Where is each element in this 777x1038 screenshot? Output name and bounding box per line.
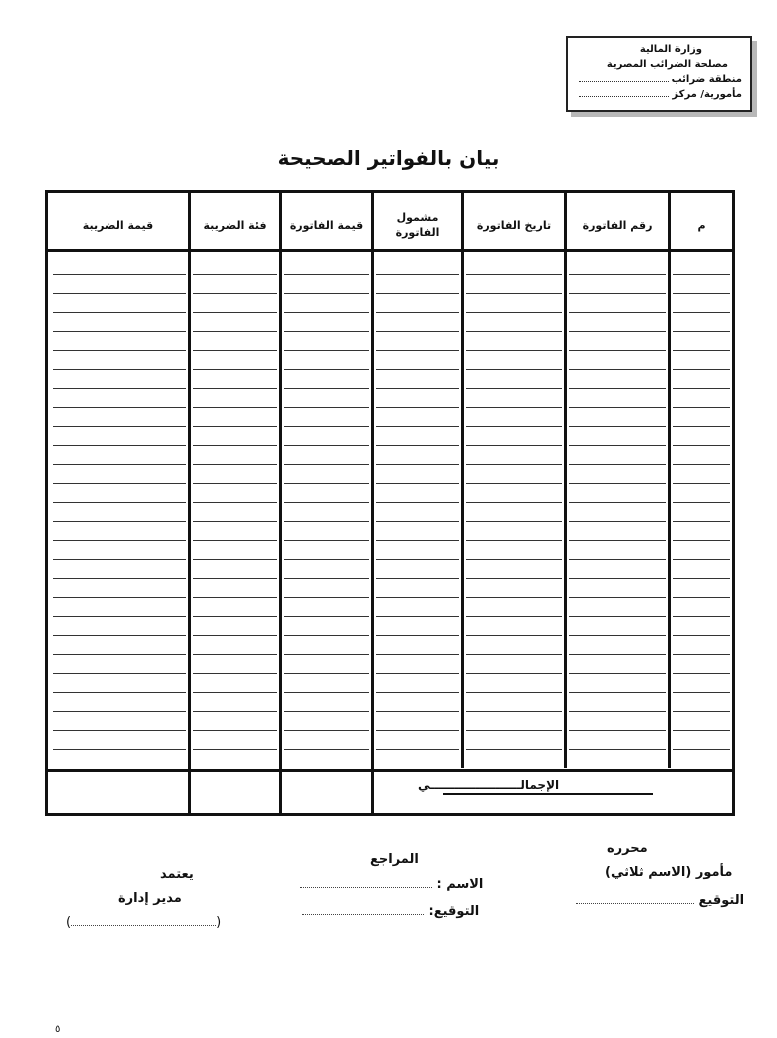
approver-role-label: مدير إدارة xyxy=(118,891,182,906)
editor-name-label: مأمور (الاسم ثلاثي) xyxy=(605,865,733,880)
row-rule xyxy=(53,502,186,503)
row-rule xyxy=(284,369,369,370)
row-rule xyxy=(673,635,730,636)
office-dotted-line[interactable] xyxy=(579,88,669,97)
row-rule xyxy=(284,540,369,541)
row-rule xyxy=(53,464,186,465)
row-rule xyxy=(53,540,186,541)
editor-signature-line[interactable] xyxy=(576,893,694,904)
row-rule xyxy=(569,483,666,484)
row-rule xyxy=(569,426,666,427)
header-box xyxy=(566,36,752,112)
row-rule xyxy=(569,749,666,750)
row-rule xyxy=(569,312,666,313)
row-rule xyxy=(193,559,277,560)
row-rule xyxy=(376,730,459,731)
row-rule xyxy=(569,711,666,712)
approver-open-paren: ( xyxy=(66,915,72,930)
row-rule xyxy=(284,331,369,332)
row-rule xyxy=(569,540,666,541)
row-rule xyxy=(673,369,730,370)
row-rule xyxy=(673,464,730,465)
row-rule xyxy=(673,502,730,503)
row-rule xyxy=(193,388,277,389)
row-rule xyxy=(466,578,562,579)
tax-region-dotted-line[interactable] xyxy=(579,73,669,82)
row-rule xyxy=(193,331,277,332)
row-rule xyxy=(569,692,666,693)
approver-signature-field xyxy=(66,915,221,930)
row-rule xyxy=(284,597,369,598)
row-rule xyxy=(53,369,186,370)
row-rule xyxy=(673,350,730,351)
row-rule xyxy=(569,293,666,294)
page-number: ٥ xyxy=(55,1024,61,1035)
row-rule xyxy=(376,483,459,484)
row-rule xyxy=(193,407,277,408)
row-rule xyxy=(466,540,562,541)
row-rule xyxy=(376,654,459,655)
row-rule xyxy=(569,331,666,332)
row-rule xyxy=(569,369,666,370)
row-rule xyxy=(466,483,562,484)
row-rule xyxy=(376,616,459,617)
row-rule xyxy=(673,312,730,313)
row-rule xyxy=(193,521,277,522)
row-rule xyxy=(53,559,186,560)
office-label: مأمورية/ مركز xyxy=(672,89,742,100)
column-divider xyxy=(668,193,671,768)
row-rule xyxy=(193,673,277,674)
row-rule xyxy=(673,749,730,750)
row-rule xyxy=(466,274,562,275)
row-rule xyxy=(284,635,369,636)
column-divider xyxy=(188,193,191,813)
row-rule xyxy=(284,483,369,484)
row-rule xyxy=(569,578,666,579)
total-row-separator xyxy=(48,769,732,772)
row-rule xyxy=(193,369,277,370)
row-rule xyxy=(193,350,277,351)
row-rule xyxy=(53,274,186,275)
row-rule xyxy=(193,616,277,617)
reviewer-name-line[interactable] xyxy=(300,877,432,888)
row-rule xyxy=(284,388,369,389)
row-rule xyxy=(376,445,459,446)
row-rule xyxy=(376,426,459,427)
row-rule xyxy=(53,597,186,598)
row-rule xyxy=(466,369,562,370)
row-rule xyxy=(569,616,666,617)
row-rule xyxy=(284,578,369,579)
row-rule xyxy=(466,521,562,522)
row-rule xyxy=(284,616,369,617)
row-rule xyxy=(466,388,562,389)
row-rule xyxy=(284,293,369,294)
row-rule xyxy=(466,559,562,560)
row-rule xyxy=(284,350,369,351)
row-rule xyxy=(284,521,369,522)
row-rule xyxy=(673,483,730,484)
row-rule xyxy=(376,673,459,674)
col-header-invoice-date: تاريخ الفاتورة xyxy=(476,218,552,232)
row-rule xyxy=(284,654,369,655)
row-rule xyxy=(466,730,562,731)
column-divider xyxy=(461,193,464,768)
row-rule xyxy=(53,711,186,712)
row-rule xyxy=(193,274,277,275)
row-rule xyxy=(376,293,459,294)
row-rule xyxy=(466,673,562,674)
reviewer-signature-field xyxy=(302,904,479,919)
row-rule xyxy=(284,407,369,408)
row-rule xyxy=(569,635,666,636)
row-rule xyxy=(376,331,459,332)
ministry-name: وزارة المالية xyxy=(639,44,702,55)
row-rule xyxy=(193,578,277,579)
row-rule xyxy=(284,673,369,674)
row-rule xyxy=(466,502,562,503)
row-rule xyxy=(569,597,666,598)
row-rule xyxy=(673,654,730,655)
reviewer-name-field xyxy=(300,877,483,892)
row-rule xyxy=(569,464,666,465)
row-rule xyxy=(673,540,730,541)
editor-signature-field xyxy=(576,893,744,908)
row-rule xyxy=(193,597,277,598)
row-rule xyxy=(193,692,277,693)
column-divider xyxy=(564,193,567,768)
row-rule xyxy=(466,464,562,465)
row-rule xyxy=(376,711,459,712)
row-rule xyxy=(673,673,730,674)
col-header-tax-rate: فئة الضريبة xyxy=(203,218,267,232)
row-rule xyxy=(569,521,666,522)
row-rule xyxy=(53,521,186,522)
total-label: الإجمالــــــــــــــــــــــي xyxy=(418,778,560,792)
row-rule xyxy=(376,312,459,313)
column-divider xyxy=(279,193,282,813)
row-rule xyxy=(284,730,369,731)
row-rule xyxy=(53,350,186,351)
row-rule xyxy=(376,635,459,636)
office-field xyxy=(574,87,742,102)
row-rule xyxy=(466,692,562,693)
page-title: بيان بالفواتير الصحيحة xyxy=(277,146,500,170)
col-header-invoice-value: قيمة الفاتورة xyxy=(289,218,364,232)
row-rule xyxy=(53,692,186,693)
tax-region-label: منطقة ضرائب xyxy=(671,74,742,85)
row-rule xyxy=(376,521,459,522)
row-rule xyxy=(569,445,666,446)
row-rule xyxy=(466,616,562,617)
row-rule xyxy=(376,388,459,389)
row-rule xyxy=(53,635,186,636)
row-rule xyxy=(376,464,459,465)
row-rule xyxy=(673,293,730,294)
col-header-invoice-contents: مشمول الفاتورة xyxy=(395,211,440,239)
row-rule xyxy=(284,464,369,465)
row-rule xyxy=(376,369,459,370)
reviewer-title: المراجع xyxy=(370,852,419,867)
row-rule xyxy=(569,673,666,674)
row-rule xyxy=(466,445,562,446)
row-rule xyxy=(466,749,562,750)
row-rule xyxy=(673,559,730,560)
row-rule xyxy=(284,274,369,275)
row-rule xyxy=(673,730,730,731)
row-rule xyxy=(466,635,562,636)
row-rule xyxy=(193,293,277,294)
row-rule xyxy=(466,597,562,598)
row-rule xyxy=(53,578,186,579)
row-rule xyxy=(466,331,562,332)
row-rule xyxy=(376,692,459,693)
row-rule xyxy=(569,730,666,731)
row-rule xyxy=(376,502,459,503)
row-rule xyxy=(193,464,277,465)
row-rule xyxy=(466,426,562,427)
row-rule xyxy=(376,407,459,408)
row-rule xyxy=(376,274,459,275)
editor-signature-label: التوقيع xyxy=(698,893,745,908)
col-header-serial: م xyxy=(697,218,706,232)
row-rule xyxy=(673,331,730,332)
row-rule xyxy=(673,426,730,427)
row-rule xyxy=(569,274,666,275)
row-rule xyxy=(284,711,369,712)
reviewer-signature-line[interactable] xyxy=(302,904,424,915)
row-rule xyxy=(193,749,277,750)
row-rule xyxy=(193,540,277,541)
editor-title: محرره xyxy=(607,841,648,856)
invoice-table xyxy=(45,190,735,816)
row-rule xyxy=(569,654,666,655)
row-rule xyxy=(466,654,562,655)
row-rule xyxy=(53,426,186,427)
row-rule xyxy=(193,426,277,427)
approver-close-paren: ) xyxy=(216,915,222,930)
row-rule xyxy=(466,407,562,408)
row-rule xyxy=(53,388,186,389)
row-rule xyxy=(53,730,186,731)
row-rule xyxy=(673,711,730,712)
column-divider xyxy=(371,193,374,813)
row-rule xyxy=(376,540,459,541)
row-rule xyxy=(53,616,186,617)
row-rule xyxy=(376,597,459,598)
col-header-invoice-number: رقم الفاتورة xyxy=(582,218,653,232)
row-rule xyxy=(376,559,459,560)
row-rule xyxy=(53,445,186,446)
row-rule xyxy=(53,673,186,674)
tax-region-field xyxy=(574,72,742,87)
row-rule xyxy=(673,274,730,275)
row-rule xyxy=(284,502,369,503)
row-rule xyxy=(53,749,186,750)
row-rule xyxy=(673,521,730,522)
row-rule xyxy=(376,749,459,750)
row-rule xyxy=(193,312,277,313)
row-rule xyxy=(284,749,369,750)
row-rule xyxy=(53,293,186,294)
row-rule xyxy=(376,350,459,351)
row-rule xyxy=(53,407,186,408)
row-rule xyxy=(193,711,277,712)
row-rule xyxy=(673,616,730,617)
row-rule xyxy=(466,293,562,294)
row-rule xyxy=(673,388,730,389)
row-rule xyxy=(284,312,369,313)
row-rule xyxy=(193,483,277,484)
row-rule xyxy=(569,407,666,408)
row-rule xyxy=(569,388,666,389)
row-rule xyxy=(284,692,369,693)
row-rule xyxy=(53,312,186,313)
row-rule xyxy=(376,578,459,579)
row-rule xyxy=(53,654,186,655)
row-rule xyxy=(466,711,562,712)
reviewer-signature-label: التوقيع: xyxy=(428,904,480,919)
row-rule xyxy=(193,730,277,731)
row-rule xyxy=(53,331,186,332)
row-rule xyxy=(284,426,369,427)
row-rule xyxy=(673,692,730,693)
row-rule xyxy=(569,350,666,351)
row-rule xyxy=(284,445,369,446)
row-rule xyxy=(284,559,369,560)
approver-signature-line[interactable] xyxy=(71,915,216,926)
row-rule xyxy=(193,445,277,446)
approver-title: يعتمد xyxy=(160,867,194,882)
row-rule xyxy=(466,350,562,351)
row-rule xyxy=(193,502,277,503)
row-rule xyxy=(193,654,277,655)
row-rule xyxy=(673,597,730,598)
row-rule xyxy=(53,483,186,484)
total-underline xyxy=(443,793,653,795)
row-rule xyxy=(673,445,730,446)
authority-name: مصلحة الضرائب المصرية xyxy=(606,59,728,70)
row-rule xyxy=(673,578,730,579)
row-rule xyxy=(569,502,666,503)
row-rule xyxy=(673,407,730,408)
row-rule xyxy=(193,635,277,636)
col-header-tax-value: قيمة الضريبة xyxy=(82,218,154,232)
reviewer-name-label: الاسم : xyxy=(436,877,484,892)
row-rule xyxy=(569,559,666,560)
row-rule xyxy=(466,312,562,313)
